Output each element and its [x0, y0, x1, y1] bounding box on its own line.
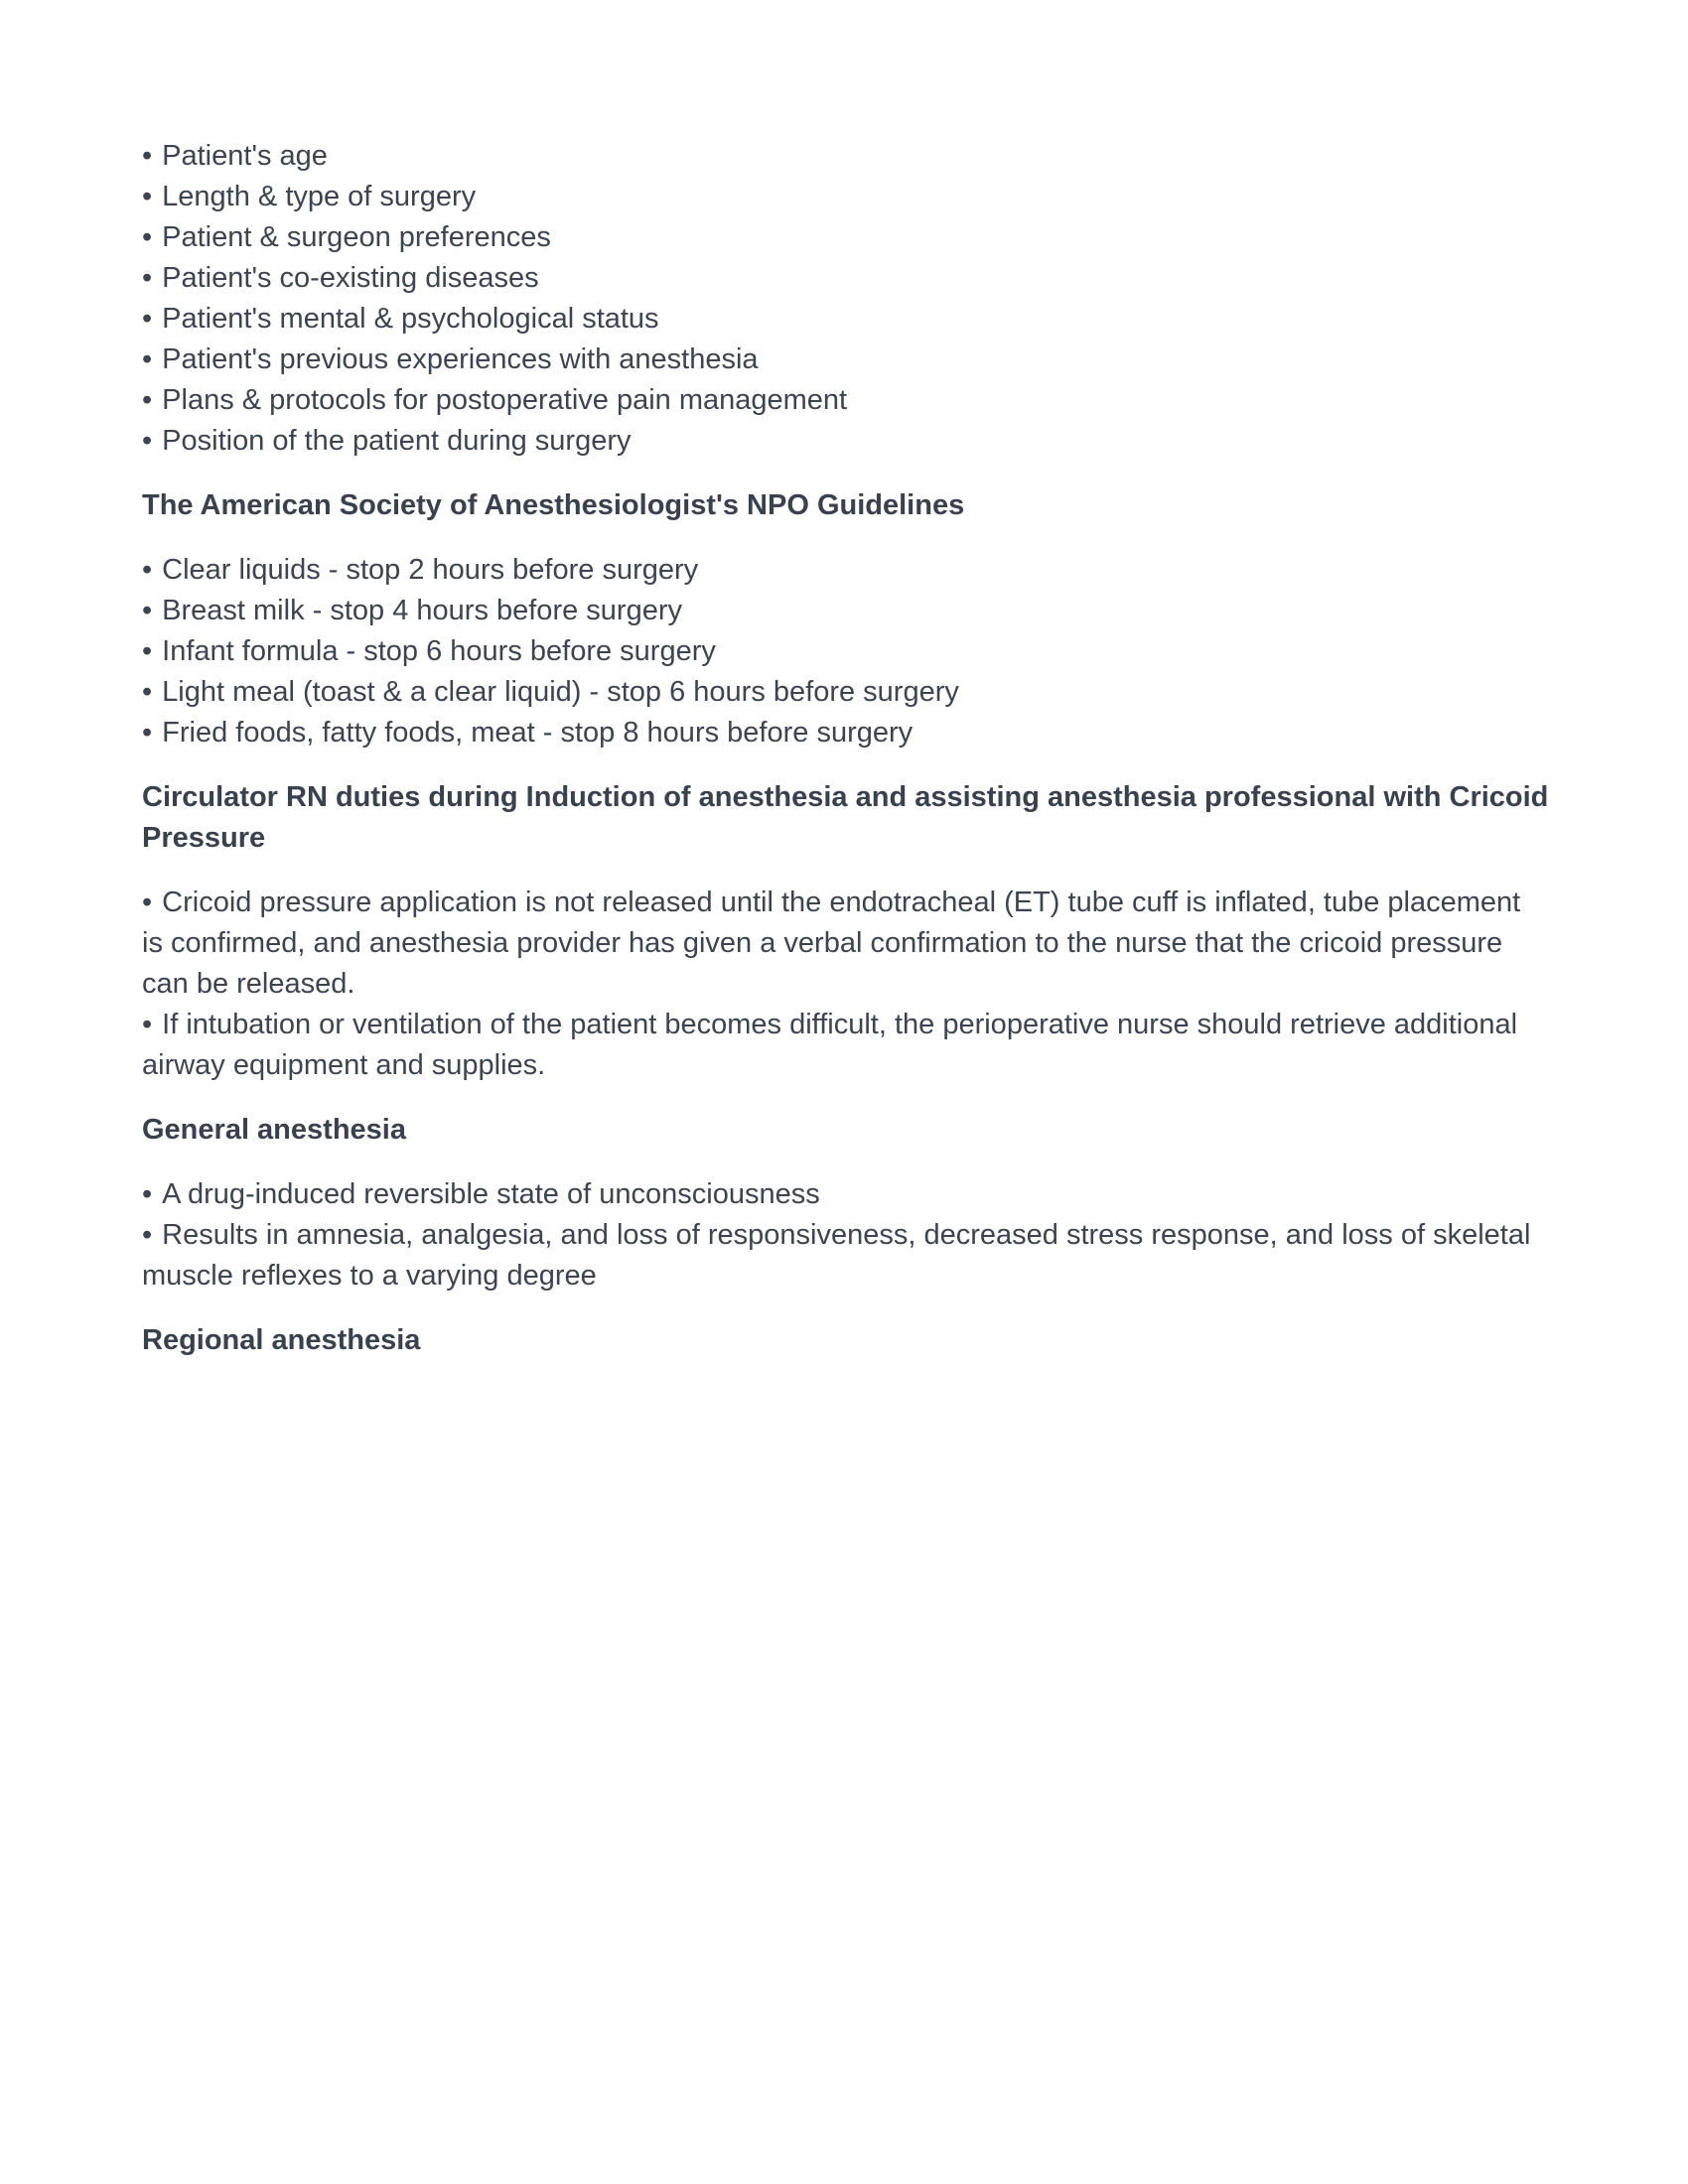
- bullet-item: [142, 550, 1549, 591]
- bullet-marker: •: [142, 343, 153, 375]
- bullet-text: Results in amnesia, analgesia, and loss of responsiveness, decreased stress response, and loss of skeletal muscle reflexes to a varying degree: [142, 1219, 1531, 1292]
- bullet-marker: •: [142, 425, 153, 457]
- bullet-marker: •: [142, 221, 153, 253]
- bullet-marker: •: [142, 262, 153, 294]
- bullet-marker: •: [142, 140, 153, 172]
- bullet-item: [142, 1005, 1549, 1086]
- bullet-text: If intubation or ventilation of the patient becomes difficult, the perioperative nurse should retrieve additional airway equipment and supplies.: [142, 1009, 1518, 1081]
- bullet-text: Patient's age: [162, 140, 328, 172]
- bullet-item: [142, 217, 1549, 258]
- bullet-item: [142, 177, 1549, 217]
- bullet-text: Breast milk - stop 4 hours before surgery: [162, 595, 682, 626]
- bullet-text: Patient's mental & psychological status: [162, 303, 659, 335]
- bullet-item: [142, 299, 1549, 340]
- bullet-marker: •: [142, 717, 153, 749]
- bullet-item: [142, 883, 1549, 1005]
- bullet-text: Patient & surgeon preferences: [162, 221, 551, 253]
- bullet-item: [142, 672, 1549, 713]
- bullet-text: Infant formula - stop 6 hours before surgery: [162, 635, 716, 667]
- bullet-item: [142, 1215, 1549, 1297]
- bullet-text: A drug-induced reversible state of unconsciousness: [162, 1178, 820, 1210]
- circulator-list: [142, 883, 1549, 1086]
- bullet-item: [142, 713, 1549, 753]
- bullet-text: Clear liquids - stop 2 hours before surgery: [162, 554, 699, 586]
- heading-npo-guidelines: The American Society of Anesthesiologist's NPO Guidelines: [142, 489, 965, 521]
- bullet-marker: •: [142, 595, 153, 626]
- bullet-marker: •: [142, 303, 153, 335]
- bullet-marker: •: [142, 1219, 153, 1251]
- bullet-text: Patient's co-existing diseases: [162, 262, 539, 294]
- bullet-text: Fried foods, fatty foods, meat - stop 8 hours before surgery: [162, 717, 914, 749]
- bullet-marker: •: [142, 1009, 153, 1040]
- bullet-marker: •: [142, 1178, 153, 1210]
- document-content: [142, 136, 1549, 1361]
- bullet-item: [142, 380, 1549, 421]
- bullet-item: [142, 631, 1549, 672]
- bullet-marker: •: [142, 635, 153, 667]
- bullet-text: Length & type of surgery: [162, 181, 477, 212]
- heading-regional-anesthesia: Regional anesthesia: [142, 1324, 421, 1356]
- bullet-item: [142, 136, 1549, 177]
- general-anesthesia-list: [142, 1174, 1549, 1297]
- heading-general-anesthesia: General anesthesia: [142, 1114, 406, 1146]
- bullet-text: Light meal (toast & a clear liquid) - stop 6 hours before surgery: [162, 676, 959, 708]
- bullet-marker: •: [142, 181, 153, 212]
- npo-list: [142, 550, 1549, 753]
- heading-circulator-duties: Circulator RN duties during Induction of anesthesia and assisting anesthesia professional with Cricoid Pressure: [142, 781, 1549, 854]
- bullet-item: [142, 421, 1549, 462]
- bullet-marker: •: [142, 384, 153, 416]
- bullet-text: Patient's previous experiences with anesthesia: [162, 343, 759, 375]
- bullet-marker: •: [142, 676, 153, 708]
- bullet-marker: •: [142, 887, 153, 918]
- bullet-text: Cricoid pressure application is not released until the endotracheal (ET) tube cuff is inflated, tube placement is confirmed, and anesthesia provider has given a verbal confirmation to the nurse that the cricoid pressure can be released.: [142, 887, 1521, 1000]
- considerations-list: [142, 136, 1549, 462]
- bullet-item: [142, 340, 1549, 380]
- bullet-item: [142, 258, 1549, 299]
- bullet-item: [142, 591, 1549, 631]
- bullet-text: Plans & protocols for postoperative pain management: [162, 384, 848, 416]
- bullet-marker: •: [142, 554, 153, 586]
- bullet-text: Position of the patient during surgery: [162, 425, 632, 457]
- bullet-item: [142, 1174, 1549, 1215]
